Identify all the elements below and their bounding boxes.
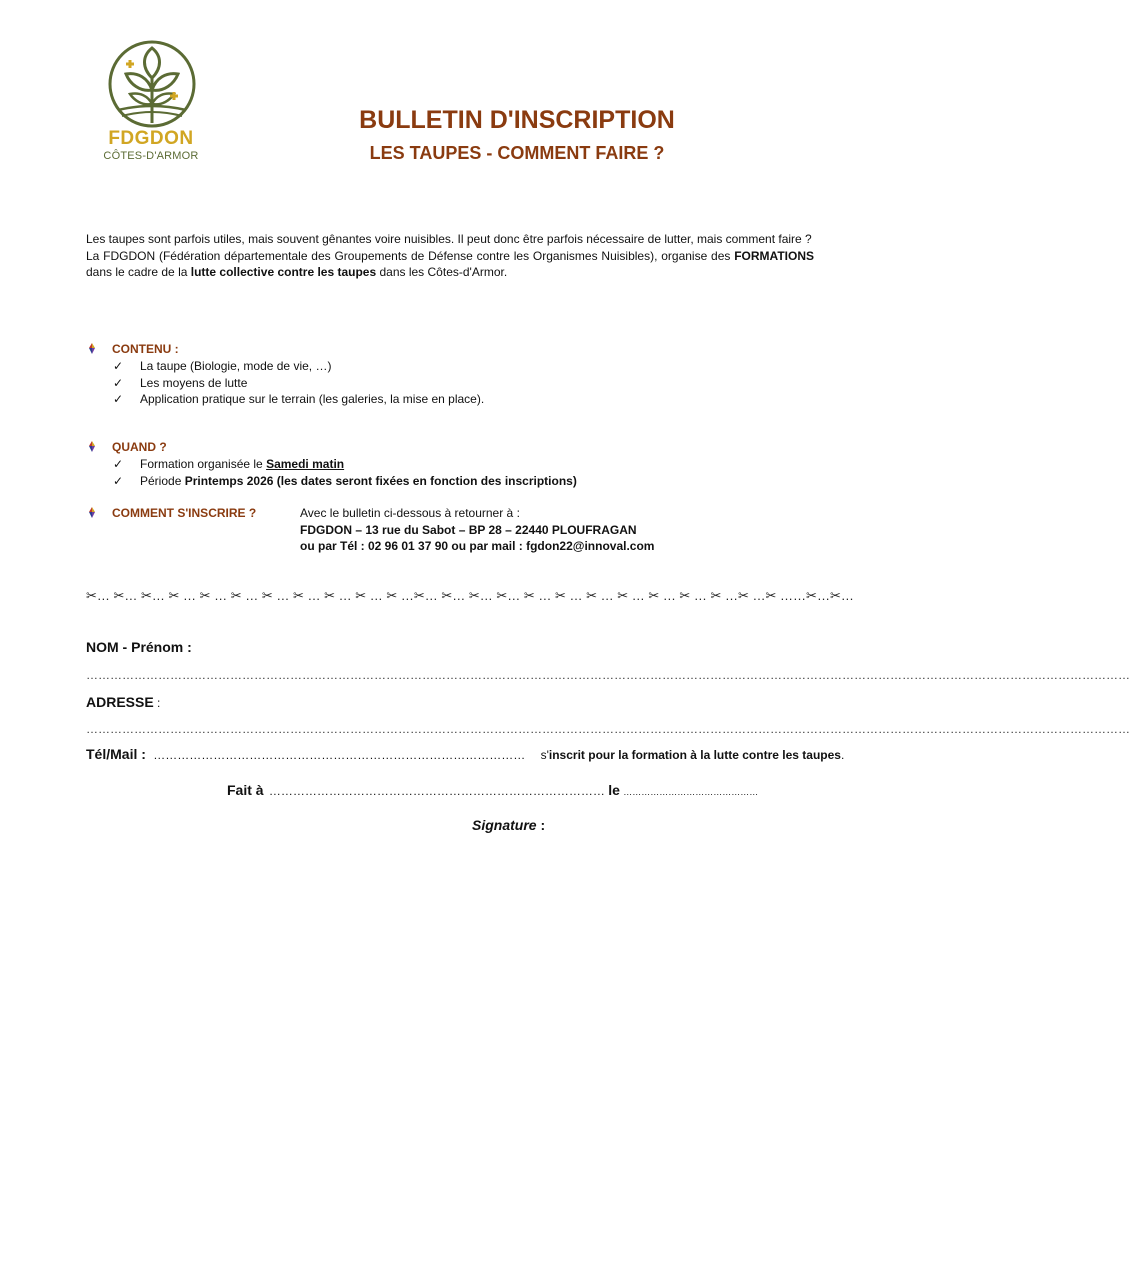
inscrire-details	[300, 505, 654, 555]
page-subtitle: LES TAUPES - COMMENT FAIRE ?	[369, 143, 665, 163]
intro-lutte: lutte collective contre les taupes	[190, 265, 377, 279]
intro-line-2-end: dans les Côtes-d'Armor.	[376, 265, 508, 279]
intro-line-2-start: La FDGDON (Fédération départementale des Groupements de Défense contre les Organismes Nuisibles), organise des	[86, 248, 735, 263]
quand-heading	[86, 440, 167, 454]
list-item	[113, 358, 484, 375]
signature-label	[472, 817, 545, 833]
fait-field[interactable]: …………………………………………………………………………	[268, 784, 605, 798]
inscrit-prefix: s'	[540, 748, 549, 762]
diamond-bullet-icon	[86, 441, 98, 452]
quand-heading-text: QUAND ?	[112, 440, 167, 454]
intro-line-1: Les taupes sont parfois utiles, mais souvent gênantes voire nuisibles. Il peut donc être parfois nécessaire de lutter, mais comment faire ?	[86, 232, 812, 246]
signature-colon: :	[536, 817, 546, 833]
list-item	[113, 391, 484, 408]
inscrit-end: .	[840, 748, 845, 762]
intro-formations: FORMATIONS	[734, 248, 814, 263]
tel-mail-field[interactable]: …………………………………………………………………………………	[153, 748, 526, 762]
diamond-bullet-icon	[86, 343, 98, 354]
intro-line-2	[86, 248, 814, 281]
fait-label: Fait à	[227, 782, 264, 798]
list-item-text: La taupe (Biologie, mode de vie, …)	[140, 359, 332, 373]
list-item-text: Les moyens de lutte	[140, 375, 248, 390]
inscrire-heading	[86, 506, 256, 520]
tel-mail-label: Tél/Mail :	[86, 746, 146, 762]
adresse-field[interactable]: ………………………………………………………………………………………………………………………………………………………………………………………………………………………………………	[86, 722, 1130, 736]
logo-name: FDGDON	[108, 128, 194, 149]
contenu-heading-text: CONTENU :	[112, 342, 179, 356]
inscrire-contact: ou par Tél : 02 96 01 37 90 ou par mail : fgdon22@innoval.com	[300, 539, 655, 553]
samedi-matin: Samedi matin	[266, 457, 345, 471]
date-field[interactable]: ………………………………………	[623, 787, 759, 797]
inscrire-line-1: Avec le bulletin ci-dessous à retourner à :	[300, 506, 520, 520]
adresse-label-text: ADRESSE	[86, 694, 154, 710]
signature-text: Signature	[472, 817, 537, 833]
page-title: BULLETIN D'INSCRIPTION	[359, 106, 675, 134]
fait-line	[227, 782, 758, 798]
list-item	[113, 473, 577, 490]
nom-field[interactable]: ………………………………………………………………………………………………………………………………………………………………………………………………………………………………………	[86, 668, 1130, 682]
nom-label: NOM - Prénom :	[86, 639, 192, 655]
le-label: le	[608, 782, 620, 798]
list-item	[113, 375, 484, 392]
list-item-text: Formation organisée le	[140, 457, 267, 471]
intro-text	[86, 231, 814, 281]
inscrire-address: FDGDON – 13 rue du Sabot – BP 28 – 22440 PLOUFRAGAN	[300, 522, 637, 537]
logo-region: CÔTES-D'ARMOR	[103, 150, 199, 162]
check-icon: ✓	[113, 392, 124, 406]
adresse-colon: :	[153, 696, 161, 710]
inscrire-heading-text: COMMENT S'INSCRIRE ?	[112, 506, 257, 520]
inscrit-text: inscrit pour la formation à la lutte contre les taupes	[548, 748, 841, 762]
check-icon: ✓	[113, 359, 124, 373]
check-icon: ✓	[113, 473, 124, 488]
check-icon: ✓	[113, 457, 124, 471]
check-icon: ✓	[113, 375, 124, 390]
tel-mail-line	[86, 746, 845, 762]
periode-text: Printemps 2026 (les dates seront fixées en fonction des inscriptions)	[184, 473, 577, 488]
diamond-bullet-icon	[86, 507, 98, 518]
list-item	[113, 456, 577, 473]
contenu-heading	[86, 342, 179, 356]
list-item-text: Application pratique sur le terrain (les galeries, la mise en place).	[140, 392, 485, 406]
intro-line-2-mid: dans le cadre de la	[86, 265, 191, 279]
adresse-label	[86, 694, 160, 710]
contenu-list	[113, 358, 484, 408]
quand-list	[113, 456, 577, 489]
list-item-text: Période	[140, 473, 185, 488]
cut-line: ✂… ✂… ✂… ✂ … ✂ … ✂ … ✂ … ✂ … ✂ … ✂ … ✂ …✂… ✂… ✂… ✂… ✂ … ✂ … ✂ … ✂ … ✂ … ✂ … ✂ …✂ …✂ ……✂…✂…	[86, 588, 854, 603]
